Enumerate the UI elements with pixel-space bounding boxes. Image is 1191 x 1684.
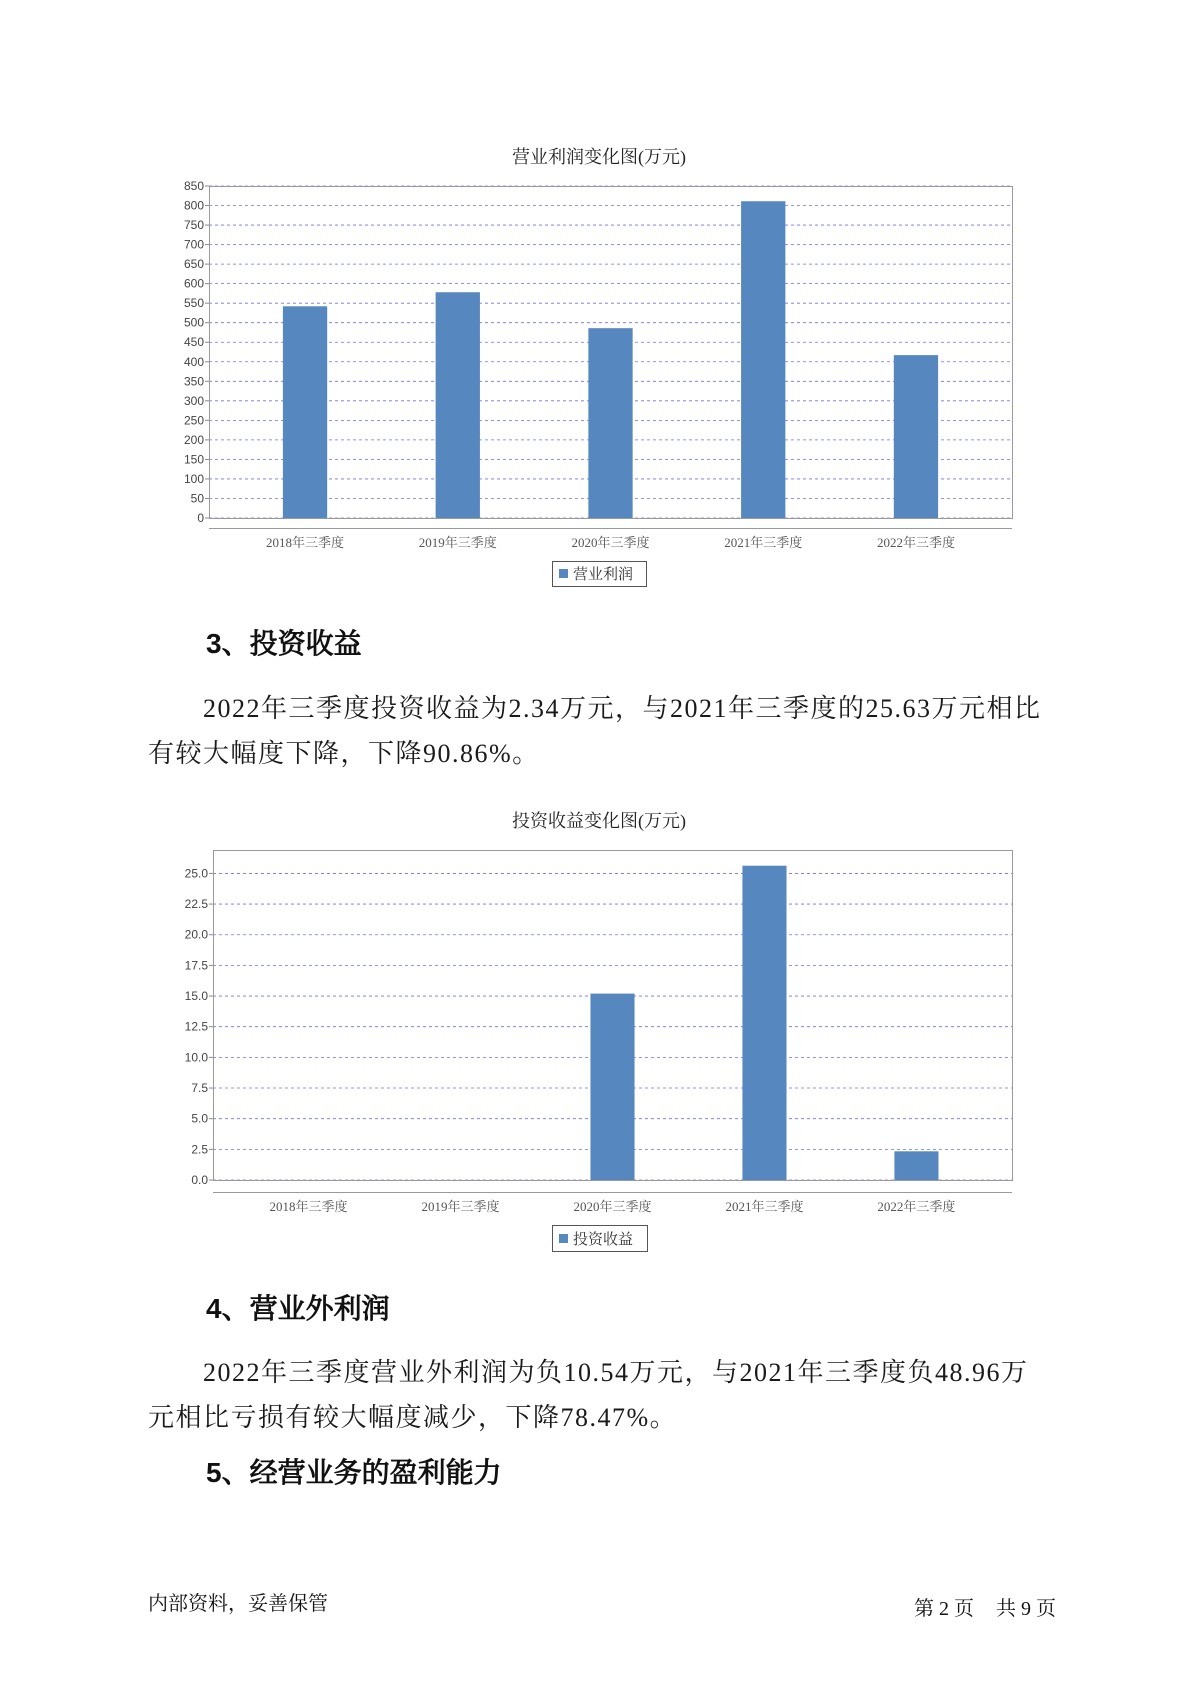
y-tick-label: 550 bbox=[183, 296, 204, 311]
bar-4 bbox=[741, 201, 785, 518]
y-tick-label: 50 bbox=[190, 491, 204, 506]
y-tick-label: 5.0 bbox=[191, 1111, 208, 1126]
y-tick-label: 0.0 bbox=[191, 1173, 208, 1187]
y-tick-label: 200 bbox=[183, 432, 204, 447]
y-tick-label: 400 bbox=[183, 354, 204, 369]
legend bbox=[553, 562, 647, 587]
y-tick-label: 450 bbox=[183, 335, 204, 350]
y-tick-label: 10.0 bbox=[184, 1050, 208, 1065]
bar-3 bbox=[590, 994, 634, 1180]
y-tick-label: 350 bbox=[183, 374, 204, 389]
y-tick-label: 25.0 bbox=[184, 866, 208, 881]
x-tick-label: 2020年三季度 bbox=[573, 1199, 652, 1214]
paragraph-line: 有较大幅度下降，下降90.86%。 bbox=[148, 739, 540, 768]
y-tick-label: 750 bbox=[183, 218, 204, 233]
x-tick-label: 2021年三季度 bbox=[724, 535, 803, 550]
x-tick-label: 2018年三季度 bbox=[266, 535, 345, 550]
y-tick-label: 100 bbox=[183, 471, 204, 486]
page-total: 共 9 页 bbox=[996, 1598, 1056, 1620]
y-tick-label: 7.5 bbox=[191, 1081, 208, 1096]
footer-page-number bbox=[914, 1597, 1056, 1621]
x-tick-label: 2019年三季度 bbox=[421, 1199, 500, 1214]
y-tick-label: 800 bbox=[183, 198, 204, 213]
paragraph-line: 2022年三季度投资收益为2.34万元，与2021年三季度的25.63万元相比 bbox=[203, 694, 1042, 723]
bar-3 bbox=[588, 328, 632, 518]
y-tick-label: 700 bbox=[183, 237, 204, 252]
legend-swatch bbox=[559, 569, 568, 578]
y-tick-label: 300 bbox=[183, 393, 204, 408]
y-tick-label: 500 bbox=[183, 315, 204, 330]
x-tick-label: 2020年三季度 bbox=[571, 535, 650, 550]
x-tick-label: 2021年三季度 bbox=[725, 1199, 804, 1214]
legend-label: 营业利润 bbox=[573, 567, 634, 583]
footer-confidential-note: 内部资料，妥善保管 bbox=[148, 1593, 328, 1615]
bar-1 bbox=[283, 306, 327, 518]
x-tick-label: 2022年三季度 bbox=[877, 1199, 956, 1214]
bar-2 bbox=[436, 292, 480, 518]
y-tick-label: 20.0 bbox=[184, 927, 208, 942]
y-tick-label: 12.5 bbox=[184, 1019, 208, 1034]
legend-label: 投资收益 bbox=[573, 1232, 634, 1248]
y-tick-label: 22.5 bbox=[184, 897, 208, 912]
section-heading-non-operating-profit: 4、营业外利润 bbox=[206, 1293, 390, 1324]
paragraph-line: 元相比亏损有较大幅度减少，下降78.47%。 bbox=[148, 1403, 678, 1432]
legend bbox=[553, 1226, 648, 1252]
y-tick-label: 850 bbox=[183, 179, 204, 193]
investment-income-chart bbox=[140, 795, 1040, 1265]
bar-5 bbox=[894, 1151, 938, 1180]
x-tick-label: 2022年三季度 bbox=[876, 535, 955, 550]
y-tick-label: 17.5 bbox=[184, 958, 208, 973]
section-heading-investment-income: 3、投资收益 bbox=[206, 628, 362, 659]
paragraph-line: 2022年三季度营业外利润为负10.54万元，与2021年三季度负48.96万 bbox=[203, 1358, 1029, 1387]
operating-profit-chart bbox=[140, 130, 1040, 600]
page-number: 第 2 页 bbox=[914, 1598, 974, 1620]
y-tick-label: 600 bbox=[183, 276, 204, 291]
chart-title: 投资收益变化图(万元) bbox=[512, 811, 686, 831]
x-tick-label: 2018年三季度 bbox=[269, 1199, 348, 1214]
y-tick-label: 650 bbox=[183, 257, 204, 272]
y-tick-label: 15.0 bbox=[184, 989, 208, 1004]
chart-title: 营业利润变化图(万元) bbox=[512, 147, 686, 167]
section-heading-profitability: 5、经营业务的盈利能力 bbox=[206, 1457, 502, 1488]
y-tick-label: 250 bbox=[183, 413, 204, 428]
bar-4 bbox=[742, 866, 786, 1180]
x-tick-label: 2019年三季度 bbox=[418, 535, 497, 550]
y-tick-label: 0 bbox=[197, 511, 204, 525]
legend-swatch bbox=[559, 1234, 568, 1243]
y-tick-label: 150 bbox=[183, 452, 204, 467]
bar-5 bbox=[894, 355, 938, 518]
y-tick-label: 2.5 bbox=[191, 1142, 208, 1157]
